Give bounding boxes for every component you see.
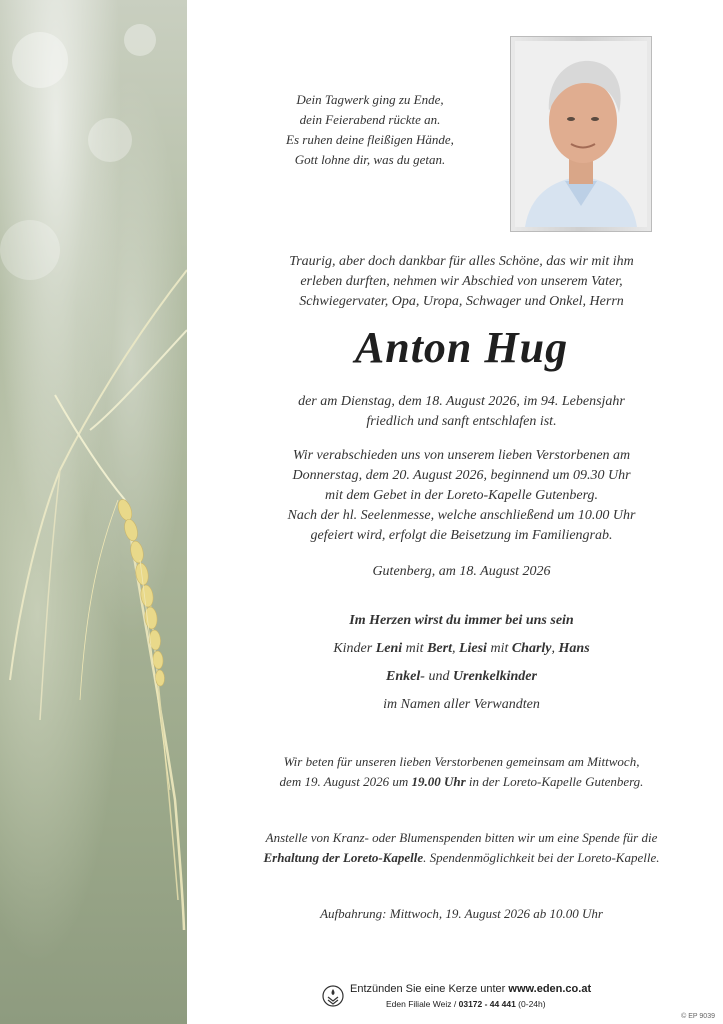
- candle-icon: [322, 985, 344, 1007]
- prayer-time: 19.00 Uhr: [411, 774, 466, 789]
- children-separator: ,: [551, 641, 559, 656]
- donation-text: [200, 828, 723, 868]
- child-name: Leni: [375, 641, 403, 656]
- branch-contact-line: [386, 999, 546, 1009]
- intro-text: [200, 252, 723, 312]
- funeral-line: mit dem Gebet in der Loreto-Kapelle Gutenberg.: [324, 488, 599, 503]
- children-line: [200, 635, 723, 663]
- place-date: [200, 562, 723, 582]
- decorative-photo-panel: [0, 0, 187, 1024]
- viewing-line: Aufbahrung: Mittwoch, 19. August 2026 ab 10.00 Uhr: [320, 906, 603, 921]
- funeral-line: Wir verabschieden uns von unserem lieben Verstorbenen am: [292, 448, 631, 463]
- portrait-photo: [510, 36, 652, 232]
- branch-phone: 03172 - 44 441: [458, 999, 516, 1009]
- verse-line: dein Feierabend rückte an.: [299, 112, 441, 127]
- eden-website-link[interactable]: www.eden.co.at: [508, 983, 592, 995]
- deceased-name: Anton Hug: [354, 323, 569, 372]
- children-prefix: Kinder: [333, 641, 376, 656]
- children-mit: mit: [486, 641, 512, 656]
- prayer-part: in der Loreto-Kapelle Gutenberg.: [465, 774, 644, 789]
- family-block: [200, 607, 723, 719]
- branch-name: Eden Filiale Weiz /: [386, 999, 459, 1009]
- grandchildren-part: und: [424, 669, 453, 684]
- prayer-part: dem 19. August 2026 um: [279, 774, 412, 789]
- donation-line: [200, 848, 723, 868]
- place-date-text: Gutenberg, am 18. August 2026: [372, 564, 551, 579]
- candle-text: Entzünden Sie eine Kerze unter: [350, 983, 509, 995]
- relatives-line: im Namen aller Verwandten: [383, 697, 540, 712]
- verse-line: Gott lohne dir, was du getan.: [294, 152, 446, 167]
- person-portrait-icon: [515, 41, 647, 227]
- funeral-line: Nach der hl. Seelenmesse, welche anschließend um 10.00 Uhr: [287, 508, 636, 523]
- children-mit: mit: [402, 641, 428, 656]
- child-name: Hans: [558, 641, 590, 656]
- prayer-text: [200, 752, 723, 792]
- death-line: der am Dienstag, dem 18. August 2026, im 94. Lebensjahr: [298, 394, 625, 409]
- grandchildren-line: [200, 663, 723, 691]
- intro-line: Traurig, aber doch dankbar für alles Schöne, das wir mit ihm: [289, 254, 634, 269]
- branch-hours: (0-24h): [515, 999, 546, 1009]
- death-text: [200, 392, 723, 432]
- verse-line: Dein Tagwerk ging zu Ende,: [296, 92, 444, 107]
- grandchildren-part: Urenkelkinder: [452, 669, 537, 684]
- funeral-home-footer: [322, 983, 592, 1013]
- death-line: friedlich und sanft entschlafen ist.: [366, 414, 557, 429]
- funeral-text: [200, 446, 723, 546]
- intro-line: erleben durften, nehmen wir Abschied von unserem Vater,: [300, 274, 623, 289]
- intro-line: Schwiegervater, Opa, Uropa, Schwager und Onkel, Herrn: [299, 294, 624, 309]
- child-name: Bert: [427, 641, 452, 656]
- viewing-text: [200, 904, 723, 924]
- children-separator: ,: [451, 641, 459, 656]
- candle-link-line: [350, 983, 591, 995]
- funeral-line: Donnerstag, dem 20. August 2026, beginnend um 09.30 Uhr: [292, 468, 631, 483]
- family-motto: Im Herzen wirst du immer bei uns sein: [349, 613, 574, 628]
- donation-purpose: Erhaltung der Loreto-Kapelle: [263, 850, 424, 865]
- prayer-line: Wir beten für unseren lieben Verstorbenen gemeinsam am Mittwoch,: [283, 754, 640, 769]
- donation-part: . Spendenmöglichkeit bei der Loreto-Kapelle.: [423, 850, 660, 865]
- child-name: Charly: [511, 641, 552, 656]
- wheat-stalk-illustration: [0, 0, 187, 1024]
- verse-line: Es ruhen deine fleißigen Hände,: [286, 132, 454, 147]
- print-code: © EP 9039: [681, 1013, 715, 1020]
- donation-line: Anstelle von Kranz- oder Blumenspenden bitten wir um eine Spende für die: [265, 830, 658, 845]
- prayer-line: [200, 772, 723, 792]
- memorial-verse: [250, 90, 490, 170]
- grandchildren-part: Enkel-: [386, 669, 425, 684]
- child-name: Liesi: [458, 641, 487, 656]
- funeral-line: gefeiert wird, erfolgt die Beisetzung im Familiengrab.: [310, 528, 613, 543]
